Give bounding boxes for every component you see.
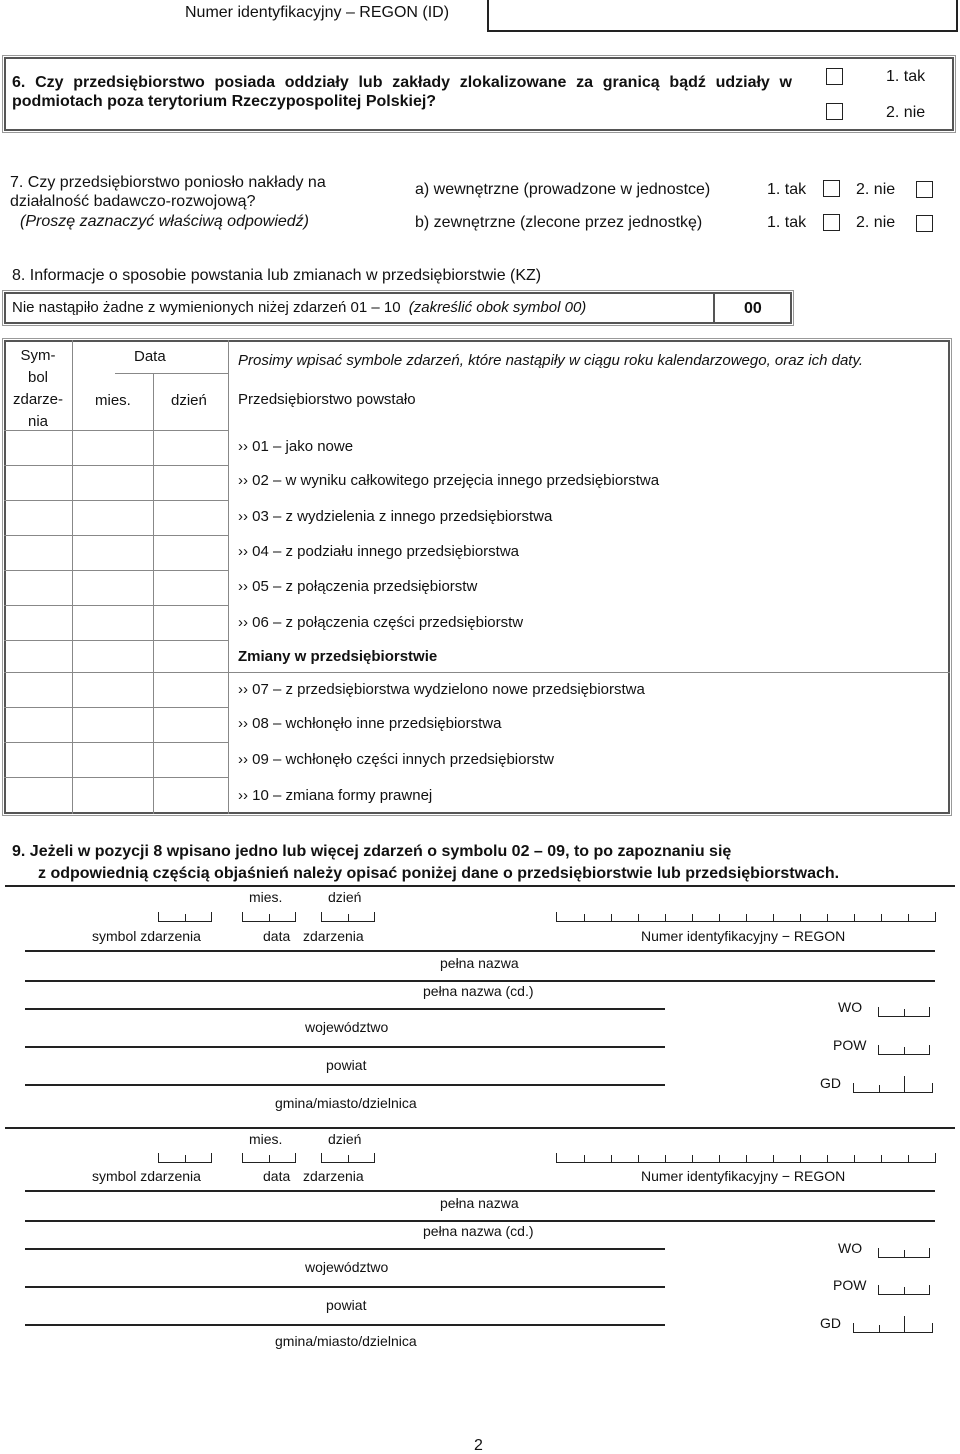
pow-code-field[interactable] xyxy=(878,1045,930,1055)
regon-sub-label: Numer identyfikacyjny − REGON xyxy=(641,1168,846,1184)
regon-input-field[interactable] xyxy=(487,0,958,32)
list-item: ›› 07 – z przedsiębiorstwa wydzielono nowe przedsiębiorstwa xyxy=(238,681,645,698)
table-row-line xyxy=(4,535,228,536)
q8-col-divider-3 xyxy=(228,340,229,814)
q8-group2-separator xyxy=(4,672,950,673)
q7b-yes-checkbox[interactable] xyxy=(823,214,840,231)
symbol-label: symbol zdarzenia xyxy=(92,928,201,944)
q8-none-text xyxy=(12,299,586,317)
pow-label: POW xyxy=(833,1277,867,1293)
list-item: ›› 02 – w wyniku całkowitego przejęcia innego przedsiębiorstwa xyxy=(238,472,660,489)
block-top-line xyxy=(5,885,955,887)
day-field[interactable] xyxy=(321,1153,375,1163)
gd-label: GD xyxy=(820,1315,841,1331)
list-item: ›› 10 – zmiana formy prawnej xyxy=(238,787,433,804)
question-7-title: 7. Czy przedsiębiorstwo poniosło nakłady na działalność badawczo-rozwojową? xyxy=(10,174,326,210)
full-name-label: pełna nazwa xyxy=(440,955,519,971)
date-label: data xyxy=(263,1168,291,1184)
symbol-label: symbol zdarzenia xyxy=(92,1168,201,1184)
q8-none-main: Nie nastąpiło żadne z wymienionych niżej zdarzeń 01 – 10 xyxy=(12,299,401,316)
table-row-line xyxy=(4,640,228,641)
q7b-no-checkbox[interactable] xyxy=(916,215,933,232)
q8-date-subheader-line xyxy=(115,373,228,374)
list-item: ›› 06 – z połączenia części przedsiębiorstw xyxy=(238,614,524,631)
q8-none-divider xyxy=(713,292,715,324)
month-field[interactable] xyxy=(242,912,296,922)
q7a-yes-checkbox[interactable] xyxy=(823,180,840,197)
gd-code-field[interactable] xyxy=(853,1083,933,1093)
list-item: ›› 08 – wchłonęło inne przedsiębiorstwa xyxy=(238,715,502,732)
q8-col-divider-2 xyxy=(153,373,154,814)
event-label: zdarzenia xyxy=(303,1168,364,1184)
table-row-line xyxy=(4,707,228,708)
event-label: zdarzenia xyxy=(303,928,364,944)
name-line-2[interactable] xyxy=(25,980,935,982)
table-row-line xyxy=(4,605,228,606)
q6-yes-checkbox[interactable] xyxy=(826,68,843,85)
commune-label: gmina/miasto/dzielnica xyxy=(275,1333,417,1349)
month-field[interactable] xyxy=(242,1153,296,1163)
day-label: dzień xyxy=(328,1131,362,1147)
q8-col-symbol: Sym- bol zdarze- nia xyxy=(12,347,64,430)
wo-code-field[interactable] xyxy=(878,1007,930,1017)
voivodeship-label: województwo xyxy=(305,1019,389,1035)
name-line-1[interactable] xyxy=(25,950,935,952)
list-item: ›› 01 – jako nowe xyxy=(238,438,354,455)
pow-code-field[interactable] xyxy=(878,1285,930,1295)
question-9-line1: 9. Jeżeli w pozycji 8 wpisano jedno lub więcej zdarzeń o symbolu 02 – 09, to po zapoznaniu się xyxy=(12,843,732,860)
regon-label: Numer identyfikacyjny – REGON (ID) xyxy=(185,4,450,21)
full-name-cd-label: pełna nazwa (cd.) xyxy=(423,983,534,999)
month-label: mies. xyxy=(249,889,283,905)
full-name-label: pełna nazwa xyxy=(440,1195,519,1211)
commune-line[interactable] xyxy=(25,1324,665,1326)
commune-line[interactable] xyxy=(25,1084,665,1086)
county-line[interactable] xyxy=(25,1286,665,1288)
q7a-no-checkbox[interactable] xyxy=(916,181,933,198)
table-row-line xyxy=(4,777,228,778)
block-top-line xyxy=(5,1127,955,1129)
date-label: data xyxy=(263,928,291,944)
day-label: dzień xyxy=(328,889,362,905)
regon-field[interactable] xyxy=(556,1153,936,1163)
q7b-label: b) zewnętrzne (zlecone przez jednostkę) xyxy=(415,214,703,231)
list-item: ›› 05 – z połączenia przedsiębiorstw xyxy=(238,578,478,595)
voivodeship-line[interactable] xyxy=(25,1248,665,1250)
wo-label: WO xyxy=(838,999,863,1015)
regon-field[interactable] xyxy=(556,912,936,922)
pow-label: POW xyxy=(833,1037,867,1053)
q6-yes-label: 1. tak xyxy=(886,68,926,85)
q8-none-code[interactable]: 00 xyxy=(744,300,762,317)
table-row-line xyxy=(4,742,228,743)
table-row-line xyxy=(4,500,228,501)
question-8-title: 8. Informacje o sposobie powstania lub zmianach w przedsiębiorstwie (KZ) xyxy=(12,267,542,284)
name-line-1[interactable] xyxy=(25,1190,935,1192)
symbol-field[interactable] xyxy=(158,912,212,922)
county-label: powiat xyxy=(326,1057,367,1073)
q8-group2-title: Zmiany w przedsiębiorstwie xyxy=(238,648,438,665)
question-6-text: 6. Czy przedsiębiorstwo posiada oddziały lub zakłady zlokalizowane za granicą bądź udziały w podmiotach poza terytorium Rzeczypospolitej Polskiej? xyxy=(12,74,792,110)
day-field[interactable] xyxy=(321,912,375,922)
gd-code-field[interactable] xyxy=(853,1323,933,1333)
regon-sub-label: Numer identyfikacyjny − REGON xyxy=(641,928,846,944)
q7b-yes-label: 1. tak xyxy=(767,214,807,231)
gd-label: GD xyxy=(820,1075,841,1091)
q7a-no-label: 2. nie xyxy=(856,181,896,198)
month-label: mies. xyxy=(249,1131,283,1147)
q7b-no-label: 2. nie xyxy=(856,214,896,231)
q8-col-date: Data xyxy=(134,348,166,365)
list-item: ›› 03 – z wydzielenia z innego przedsiębiorstwa xyxy=(238,508,553,525)
commune-label: gmina/miasto/dzielnica xyxy=(275,1095,417,1111)
voivodeship-label: województwo xyxy=(305,1259,389,1275)
voivodeship-line[interactable] xyxy=(25,1008,665,1010)
q8-none-hint: (zakreślić obok symbol 00) xyxy=(408,299,587,316)
q7a-yes-label: 1. tak xyxy=(767,181,807,198)
wo-code-field[interactable] xyxy=(878,1248,930,1258)
page-number: 2 xyxy=(474,1437,483,1454)
county-line[interactable] xyxy=(25,1046,665,1048)
q8-instructions: Prosimy wpisać symbole zdarzeń, które nastąpiły w ciągu roku kalendarzowego, oraz ich daty. xyxy=(238,352,864,369)
q6-no-checkbox[interactable] xyxy=(826,103,843,120)
question-7-hint: (Proszę zaznaczyć właściwą odpowiedź) xyxy=(20,213,309,230)
list-item: ›› 09 – wchłonęło części innych przedsiębiorstw xyxy=(238,751,554,768)
table-row-line xyxy=(4,570,228,571)
wo-label: WO xyxy=(838,1240,863,1256)
county-label: powiat xyxy=(326,1297,367,1313)
name-line-2[interactable] xyxy=(25,1220,935,1222)
q8-col-month: mies. xyxy=(95,392,131,409)
question-9-line2: z odpowiednią częścią objaśnień należy opisać poniżej dane o przedsiębiorstwie lub przedsiębiorstwach. xyxy=(38,865,840,882)
q6-no-label: 2. nie xyxy=(886,104,926,121)
q8-group1-title: Przedsiębiorstwo powstało xyxy=(238,391,416,408)
symbol-field[interactable] xyxy=(158,1153,212,1163)
table-row-line xyxy=(4,465,228,466)
full-name-cd-label: pełna nazwa (cd.) xyxy=(423,1223,534,1239)
q8-col-day: dzień xyxy=(171,392,207,409)
q7a-label: a) wewnętrzne (prowadzone w jednostce) xyxy=(415,181,711,198)
list-item: ›› 04 – z podziału innego przedsiębiorstwa xyxy=(238,543,519,560)
